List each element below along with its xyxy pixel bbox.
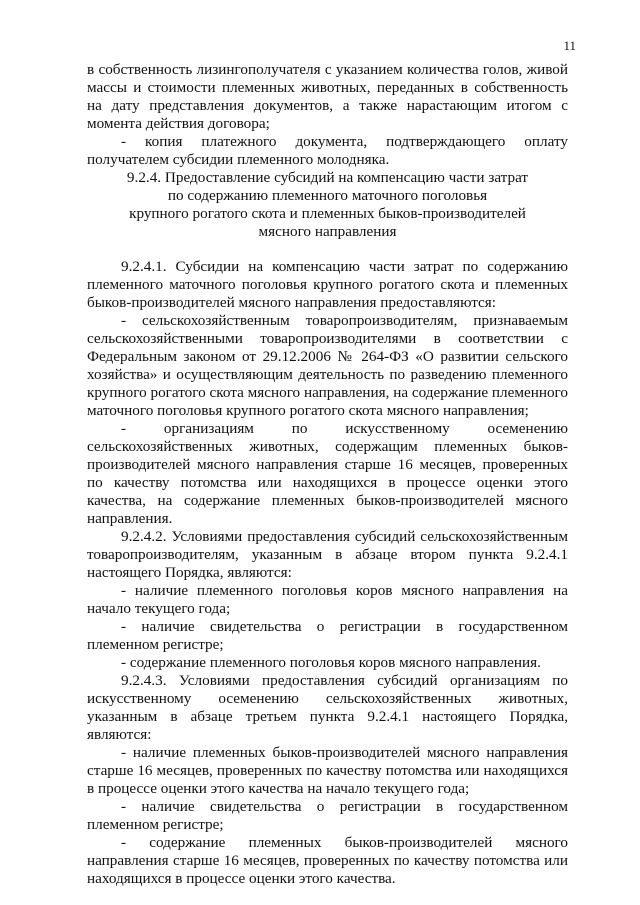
- section-heading-line: крупного рогатого скота и племенных быков-производителей: [129, 205, 526, 222]
- list-item: - наличие племенных быков-производителей мясного направления старше 16 месяцев, проверенных по качеству потомства или находящихся в процессе оценки этого качества на начало текущего года;: [87, 744, 568, 797]
- paragraph-9-2-4-3: 9.2.4.3. Условиями предоставления субсидий организациям по искусственному осеменению сельскохозяйственных животных, указанным в абзаце третьем пункта 9.2.4.1 настоящего Порядка, являются:: [87, 672, 568, 743]
- list-item: - организациям по искусственному осеменению сельскохозяйственных животных, содержащим племенных быков-производителей мясного направления старше 16 месяцев, проверенных по качеству потомства или находящихся в процессе оценки этого качества, на содержание племенных быков-производителей мясного направления.: [87, 420, 568, 527]
- list-item: - наличие свидетельства о регистрации в государственном племенном регистре;: [87, 618, 568, 653]
- paragraph-9-2-4-2: 9.2.4.2. Условиями предоставления субсидий сельскохозяйственным товаропроизводителям, указанным в абзаце втором пункта 9.2.4.1 настоящего Порядка, являются:: [87, 528, 568, 581]
- section-heading: [87, 169, 568, 241]
- list-item: - наличие свидетельства о регистрации в государственном племенном регистре;: [87, 798, 568, 833]
- section-heading-line: 9.2.4. Предоставление субсидий на компенсацию части затрат: [126, 169, 529, 186]
- section-heading-line: по содержанию племенного маточного поголовья: [167, 187, 488, 204]
- list-item: - сельскохозяйственным товаропроизводителям, признаваемым сельскохозяйственными товаропроизводителями в соответствии с Федеральным законом от 29.12.2006 № 264-ФЗ «О развитии сельского хозяйства» и осуществляющим деятельность по разведению племенного крупного рогатого скота мясного направления, на содержание племенного маточного поголовья крупного рогатого скота мясного направления;: [87, 312, 568, 419]
- paragraph-continuation: в собственность лизингополучателя с указанием количества голов, живой массы и стоимости племенных животных, переданных в собственность на дату представления документов, а также нарастающим итогом с момента действия договора;: [87, 61, 568, 132]
- heading-spacer: [87, 241, 568, 258]
- document-body: [87, 61, 568, 888]
- paragraph-9-2-4-1: 9.2.4.1. Субсидии на компенсацию части затрат по содержанию племенного маточного поголовья крупного рогатого скота и племенных быков-производителей мясного направления предоставляются:: [87, 258, 568, 311]
- list-item: - содержание племенных быков-производителей мясного направления старше 16 месяцев, проверенных по качеству потомства или находящихся в процессе оценки этого качества.: [87, 834, 568, 887]
- page-number: 11: [563, 38, 576, 53]
- paragraph-payment-copy: - копия платежного документа, подтверждающего оплату получателем субсидии племенного молодняка.: [87, 133, 568, 168]
- list-item: - наличие племенного поголовья коров мясного направления на начало текущего года;: [87, 582, 568, 617]
- section-heading-line: мясного направления: [258, 223, 397, 240]
- list-item: - содержание племенного поголовья коров мясного направления.: [121, 654, 541, 671]
